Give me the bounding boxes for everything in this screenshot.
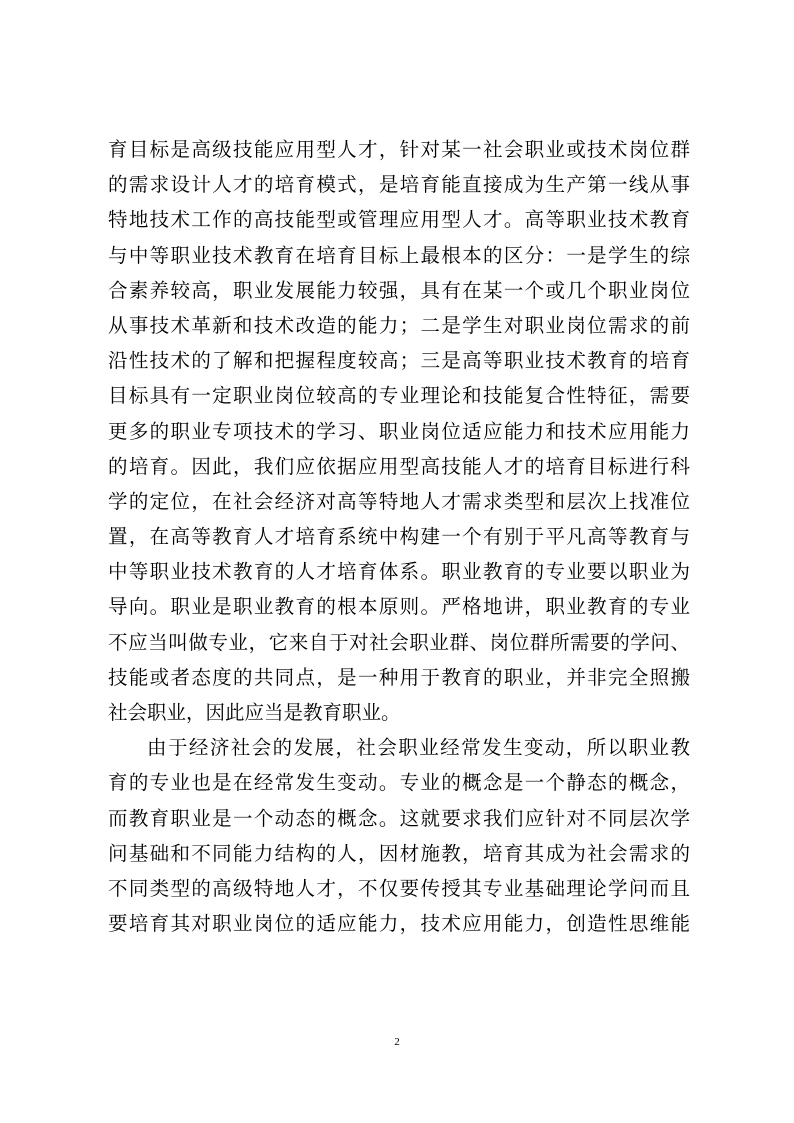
page-number: 2 [394, 1036, 400, 1048]
text-line: 与中等职业技术教育在培育目标上最根本的区分：一是学生的综 [108, 243, 690, 267]
text-line: 社会职业，因此应当是教育职业。 [108, 701, 401, 724]
text-line: 的培育。因此，我们应依据应用型高技能人才的培育目标进行科 [108, 454, 690, 478]
text-line: 沿性技术的了解和把握程度较高；三是高等职业技术教育的培育 [108, 349, 690, 373]
text-line: 而教育职业是一个动态的概念。这就要求我们应针对不同层次学 [108, 806, 690, 830]
text-line: 不应当叫做专业，它来自于对社会职业群、岗位群所需要的学问、 [108, 630, 690, 654]
text-line: 更多的职业专项技术的学习、职业岗位适应能力和技术应用能力 [108, 419, 690, 443]
text-line: 育目标是高级技能应用型人才，针对某一社会职业或技术岗位群 [108, 138, 690, 161]
text-line: 由于经济社会的发展，社会职业经常发生变动，所以职业教 [147, 736, 690, 760]
text-line: 的需求设计人才的培育模式，是培育能直接成为生产第一线从事 [108, 173, 690, 197]
text-line: 导向。职业是职业教育的根本原则。严格地讲，职业教育的专业 [108, 595, 690, 619]
text-line: 技能或者态度的共同点，是一种用于教育的职业，并非完全照搬 [108, 665, 690, 689]
text-line: 置，在高等教育人才培育系统中构建一个有别于平凡高等教育与 [108, 525, 690, 549]
text-line: 特地技术工作的高技能型或管理应用型人才。高等职业技术教育 [108, 208, 690, 232]
body-text [108, 132, 690, 941]
text-line: 学的定位，在社会经济对高等特地人才需求类型和层次上找准位 [108, 489, 690, 513]
text-line: 问基础和不同能力结构的人，因材施教，培育其成为社会需求的 [108, 841, 690, 865]
text-line: 从事技术革新和技术改造的能力；二是学生对职业岗位需求的前 [108, 313, 690, 337]
text-line: 育的专业也是在经常发生变动。专业的概念是一个静态的概念， [108, 771, 690, 795]
text-line: 合素养较高，职业发展能力较强，具有在某一个或几个职业岗位 [108, 278, 690, 302]
text-line: 目标具有一定职业岗位较高的专业理论和技能复合性特征，需要 [108, 384, 690, 408]
text-line: 不同类型的高级特地人才，不仅要传授其专业基础理论学问而且 [108, 876, 690, 900]
text-line: 要培育其对职业岗位的适应能力，技术应用能力，创造性思维能 [108, 912, 690, 936]
text-line: 中等职业技术教育的人才培育体系。职业教育的专业要以职业为 [108, 560, 690, 584]
